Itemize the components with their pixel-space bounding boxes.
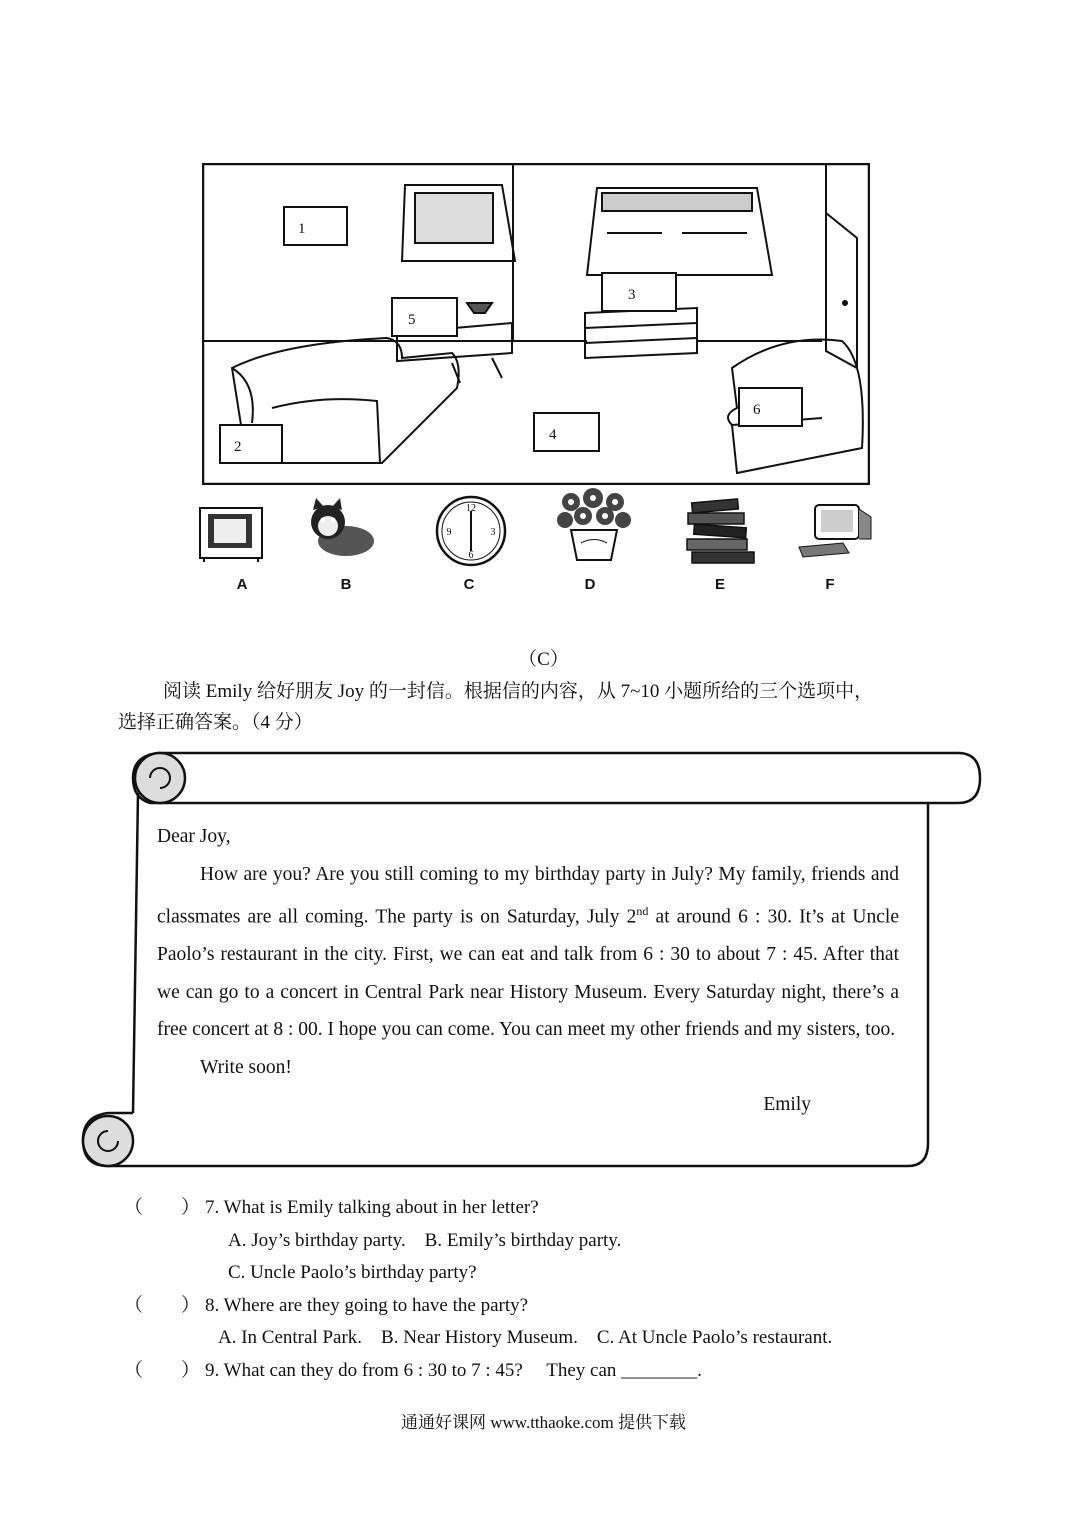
page-footer: 通通好课网 www.tthaoke.com 提供下载	[400, 1413, 687, 1432]
scene-label-5: 5	[408, 312, 416, 328]
question-8-options: A. In Central Park. B. Near History Museum. C. At Uncle Paolo’s restaurant.	[218, 1327, 833, 1348]
question-7-options-ab: A. Joy’s birthday party. B. Emily’s birthday party.	[228, 1230, 622, 1251]
flower-pot-icon	[553, 488, 635, 568]
option-label-a: A	[236, 576, 248, 593]
letter-closing: Write soon!	[200, 1056, 292, 1078]
cat-icon	[304, 496, 376, 558]
section-instructions	[118, 676, 978, 738]
tv-icon	[198, 500, 266, 562]
svg-text:3: 3	[490, 527, 496, 538]
instruction-line-2: 选择正确答案。（4 分）	[118, 712, 313, 733]
question-7-text: 7. What is Emily talking about in her letter?	[205, 1197, 539, 1218]
question-7-bracket[interactable]: （ ）	[124, 1197, 201, 1218]
scene-label-4: 4	[549, 427, 557, 443]
scene-label-3: 3	[628, 287, 636, 303]
question-7-option-c: C. Uncle Paolo’s birthday party?	[228, 1262, 477, 1283]
letter-paragraph	[157, 856, 899, 1049]
letter-signature: Emily	[763, 1094, 811, 1115]
letter-text-part-1: How are you? Are you still coming to my birthday party in July? My family, friends and classmates are all coming. The party is on Saturday, July 2	[157, 863, 899, 928]
instruction-line-1: 阅读 Emily 给好朋友 Joy 的一封信。根据信的内容，从 7~10 小题所给的三个选项中，	[163, 681, 874, 702]
section-title: （C）	[518, 649, 569, 670]
svg-text:6: 6	[468, 550, 474, 561]
letter-text-part-2: at around 6 : 30. It’s at Uncle Paolo’s restaurant in the city. First, we can eat and talk from 6 : 30 to about 7 : 45. After that we can go to a concert in Central Park near History Museum. Every Saturday night, there’s a free concert at 8 : 00. I hope you can come. You can meet my other friends and my sisters, too.	[157, 906, 899, 1040]
question-9-bracket[interactable]: （ ）	[124, 1360, 201, 1381]
option-label-f: F	[825, 576, 835, 593]
books-icon	[684, 497, 759, 567]
question-9-text: 9. What can they do from 6 : 30 to 7 : 45? They can ________.	[205, 1360, 702, 1381]
question-8-text: 8. Where are they going to have the party?	[205, 1295, 529, 1316]
clock-icon	[431, 495, 511, 567]
question-8-bracket[interactable]: （ ）	[124, 1295, 201, 1316]
letter-ordinal-suffix: nd	[636, 904, 649, 918]
option-label-e: E	[714, 576, 725, 593]
room-scene-illustration	[202, 163, 870, 485]
computer-icon	[793, 503, 875, 561]
letter-greeting: Dear Joy,	[157, 826, 231, 847]
option-label-c: C	[463, 576, 475, 593]
scene-label-1: 1	[298, 221, 306, 237]
scene-label-2: 2	[234, 439, 242, 455]
scene-label-6: 6	[753, 402, 761, 418]
option-label-b: B	[340, 576, 352, 593]
svg-text:12: 12	[466, 503, 476, 514]
svg-text:9: 9	[446, 527, 452, 538]
option-label-d: D	[584, 576, 596, 593]
letter-body	[157, 818, 899, 1124]
